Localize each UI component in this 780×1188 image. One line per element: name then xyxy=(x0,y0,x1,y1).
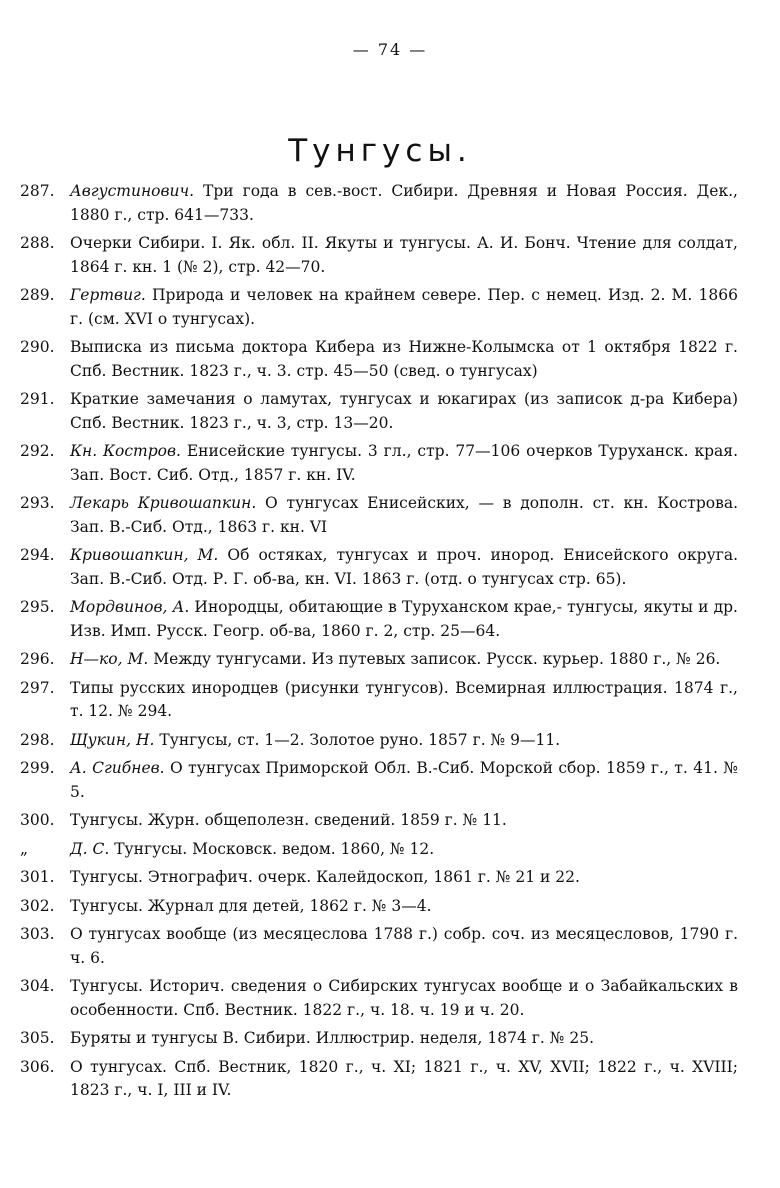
bibliography-list xyxy=(20,180,738,1108)
page-title: Тунгусы. xyxy=(288,132,472,169)
entry-number: 298. xyxy=(20,730,55,749)
entry-text: О тунгусах Приморской Обл. В.-Сиб. Морской сбор. 1859 г., т. 41. № 5. xyxy=(70,759,739,801)
entry-text: Три года в сев.-вост. Сибири. Древняя и Новая Россия. Дек., 1880 г., стр. 641—733. xyxy=(70,182,738,224)
entry-author: Н—ко, М. xyxy=(70,650,149,668)
entry-number: 291. xyxy=(20,390,55,408)
bibliography-entry xyxy=(20,757,738,804)
entry-author: Мордвинов, А. xyxy=(70,598,190,616)
entry-author: Гертвиг. xyxy=(70,286,146,304)
entry-author: Кривошапкин, М. xyxy=(70,546,219,564)
entry-text: Очерки Сибири. І. Як. обл. II. Якуты и тунгусы. А. И. Бонч. Чтение для солдат, 1864 г. кн. 1 (№ 2), стр. 42—70. xyxy=(70,234,738,276)
bibliography-entry xyxy=(20,838,738,862)
bibliography-entry xyxy=(20,809,738,833)
entry-text: Буряты и тунгусы В. Сибири. Иллюстрир. неделя, 1874 г. № 25. xyxy=(70,1029,595,1047)
entry-text: Тунгусы. Журнал для детей, 1862 г. № 3—4. xyxy=(70,896,432,915)
entry-text: Енисейские тунгусы. 3 гл., стр. 77—106 очерков Туруханск. края. Зап. Вост. Сиб. Отд., 1857 г. кн. IV. xyxy=(70,442,738,484)
entry-text: Тунгусы. Этнографич. очерк. Калейдоскоп, 1861 г. № 21 и 22. xyxy=(70,868,580,886)
bibliography-entry xyxy=(20,336,738,383)
entry-text: Краткие замечания о ламутах, тунгусах и юкагирах (из записок д-ра Кибера) Спб. Вестник. 1823 г., ч. 3, стр. 13—20. xyxy=(70,390,738,432)
entry-author: Лекарь Кривошапкин. xyxy=(70,494,257,512)
entry-number: 287. xyxy=(20,182,55,200)
page-number: — 74 — xyxy=(352,40,428,59)
bibliography-entry xyxy=(20,895,738,919)
entry-number: 293. xyxy=(20,494,55,512)
bibliography-entry xyxy=(20,596,738,643)
bibliography-entry xyxy=(20,492,738,539)
entry-text: Выписка из письма доктора Кибера из Нижне-Колымска от 1 октября 1822 г. Спб. Вестник. 1823 г., ч. 3. стр. 45—50 (свед. о тунгусах) xyxy=(70,338,738,380)
bibliography-entry xyxy=(20,975,738,1022)
entry-number: 304. xyxy=(20,977,55,995)
entry-text: Об остяках, тунгусах и проч. инород. Енисейского округа. Зап. В.-Сиб. Отд. Р. Г. об-ва, кн. VI. 1863 г. (отд. о тунгусах стр. 65). xyxy=(70,546,738,588)
entry-author: Д. С. xyxy=(70,839,110,858)
entry-number: 296. xyxy=(20,650,55,668)
entry-text: Типы русских инородцев (рисунки тунгусов). Всемирная иллюстрация. 1874 г., т. 12. № 294. xyxy=(70,678,738,720)
entry-number: 290. xyxy=(20,338,55,356)
bibliography-entry xyxy=(20,729,738,753)
bibliography-entry xyxy=(20,440,738,487)
entry-author: А. Сгибнев. xyxy=(70,759,165,777)
entry-text: Между тунгусами. Из путевых записок. Русск. курьер. 1880 г., № 26. xyxy=(153,650,721,668)
entry-text: Тунгусы. Московск. ведом. 1860, № 12. xyxy=(114,839,435,858)
bibliography-entry xyxy=(20,284,738,331)
entry-number: 301. xyxy=(20,868,55,886)
entry-text: О тунгусах Енисейских, — в дополн. ст. кн. Кострова. Зап. В.-Сиб. Отд., 1863 г. кн. VI xyxy=(70,494,738,536)
entry-number: 302. xyxy=(20,896,55,915)
entry-number: 292. xyxy=(20,442,55,460)
entry-text: Тунгусы. Историч. сведения о Сибирских тунгусах вообще и о Забайкальских в особенности. Спб. Вестник. 1822 г., ч. 18. ч. 19 и ч. 20. xyxy=(70,977,738,1019)
bibliography-entry xyxy=(20,1027,738,1051)
bibliography-entry xyxy=(20,923,738,970)
entry-number: 305. xyxy=(20,1029,55,1047)
entry-number: 295. xyxy=(20,598,55,616)
entry-number: 294. xyxy=(20,546,55,564)
bibliography-entry xyxy=(20,1056,738,1103)
bibliography-entry xyxy=(20,648,738,672)
entry-author: Щукин, Н. xyxy=(70,730,155,749)
entry-number: „ xyxy=(20,839,29,858)
bibliography-entry xyxy=(20,866,738,890)
entry-number: 289. xyxy=(20,286,55,304)
entry-author: Кн. Костров. xyxy=(70,442,181,460)
entry-number: 303. xyxy=(20,925,55,943)
entry-number: 288. xyxy=(20,234,55,252)
entry-text: Тунгусы, ст. 1—2. Золотое руно. 1857 г. № 9—11. xyxy=(159,730,561,749)
entry-text: О тунгусах вообще (из месяцеслова 1788 г.) собр. соч. из месяцесловов, 1790 г. ч. 6. xyxy=(70,925,738,967)
bibliography-entry xyxy=(20,232,738,279)
bibliography-entry xyxy=(20,180,738,227)
entry-number: 306. xyxy=(20,1057,55,1076)
entry-text: О тунгусах. Спб. Вестник, 1820 г., ч. XI; 1821 г., ч. XV, XVII; 1822 г., ч. XVIII; 1823 г., ч. I, III и IV. xyxy=(70,1057,738,1099)
entry-text: Инородцы, обитающие в Туруханском крае,- тунгусы, якуты и др. Изв. Имп. Русск. Геогр. об-ва, 1860 г. 2, стр. 25—64. xyxy=(70,598,738,640)
entry-number: 299. xyxy=(20,759,55,777)
entry-text: Природа и человек на крайнем севере. Пер. с немец. Изд. 2. М. 1866 г. (см. XVI о тунгусах). xyxy=(70,286,738,328)
entry-text: Тунгусы. Журн. общеполезн. сведений. 1859 г. № 11. xyxy=(70,811,507,829)
entry-number: 297. xyxy=(20,678,55,697)
entry-author: Августинович. xyxy=(70,182,195,200)
bibliography-entry xyxy=(20,677,738,724)
entry-number: 300. xyxy=(20,811,55,829)
bibliography-entry xyxy=(20,388,738,435)
bibliography-entry xyxy=(20,544,738,591)
